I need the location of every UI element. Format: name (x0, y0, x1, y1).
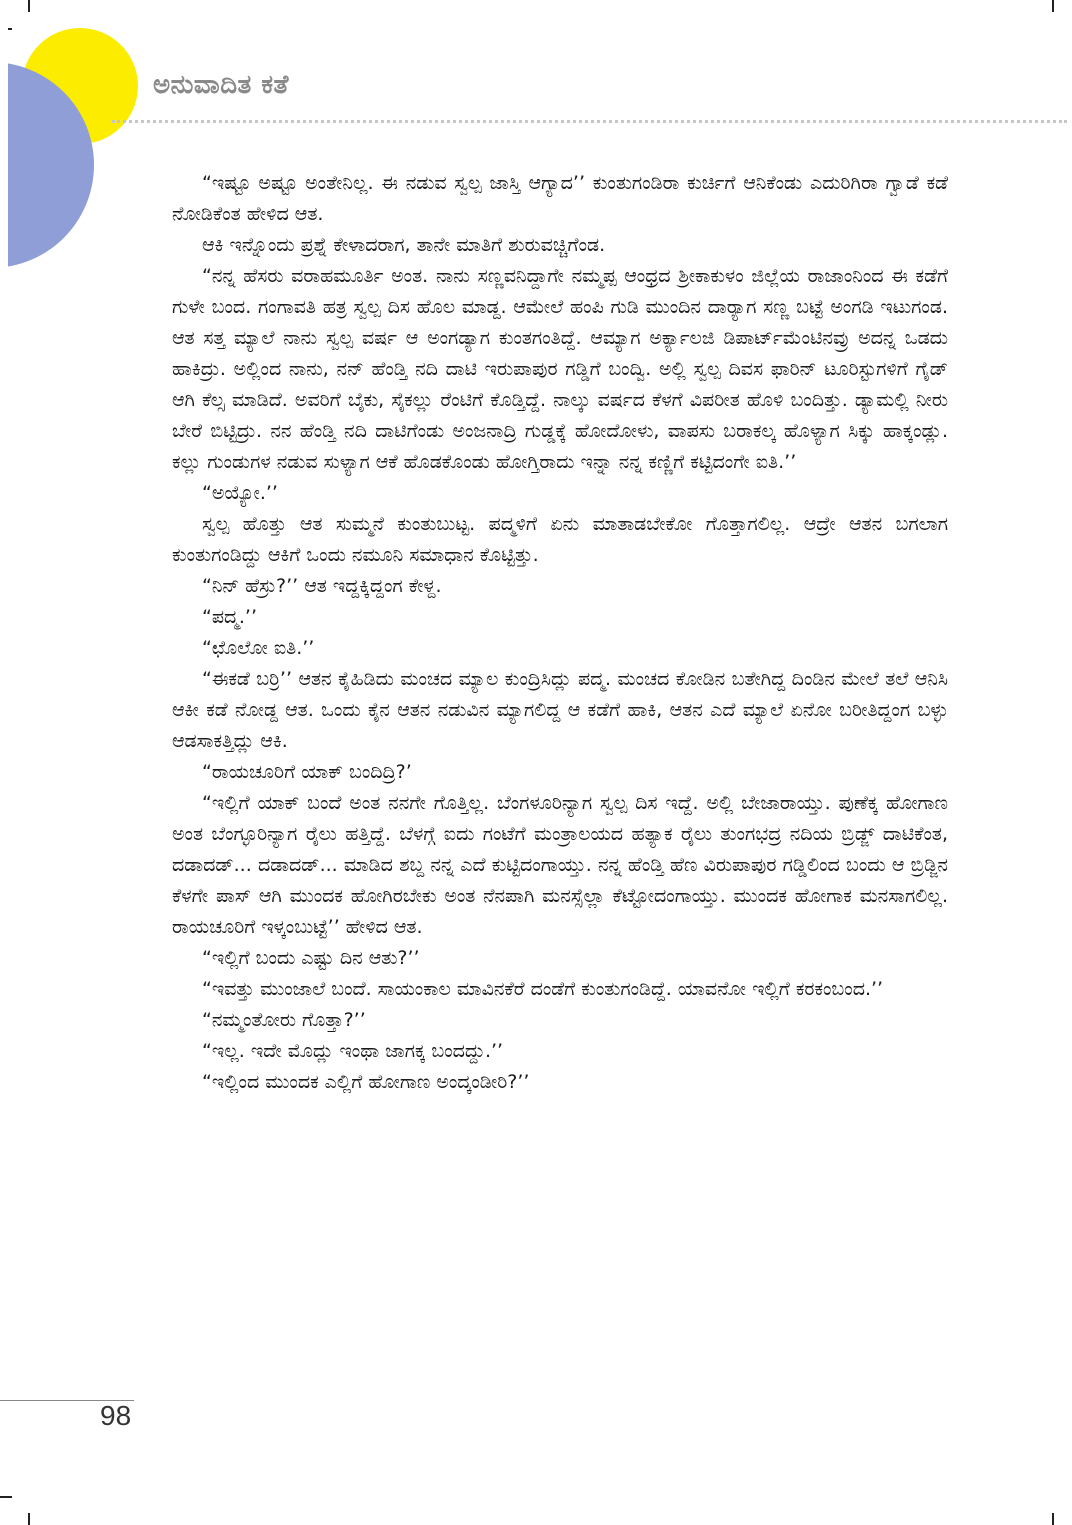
paragraph: “ಛೊಲೋ ಐತಿ.’’ (202, 637, 315, 659)
crop-mark (28, 1513, 30, 1525)
paragraph: ಆಕಿ ಇನ್ನೊಂದು ಪ್ರಶ್ನೆ ಕೇಳಾದರಾಗ, ತಾನೇ ಮಾತಿಗೆ ಶುರುವಚ್ಚಿಗೆಂಡ. (202, 234, 606, 256)
paragraph: “ಇಲ್ಲ. ಇದೇ ಮೊದ್ಲು ಇಂಥಾ ಜಾಗಕ್ಕ ಬಂದದ್ದು.’’ (202, 1040, 504, 1062)
page-edge (0, 0, 8, 300)
story-body (172, 168, 948, 1098)
paragraph: “ಪದ್ಮ.’’ (202, 606, 257, 628)
paragraph: “ಇಲ್ಲಿಗೆ ಯಾಕ್ ಬಂದೆ ಅಂತ ನನಗೇ ಗೊತ್ತಿಲ್ಲ. ಬೆಂಗಳೂರಿನ್ಯಾಗ ಸ್ವಲ್ಪ ದಿಸ ಇದ್ದೆ. ಅಲ್ಲಿ ಬೇಜಾರಾಯ್ತು. ಪುಣೆಕ್ಕ ಹೋಗಾಣ ಅಂತ ಬೆಂಗ್ಳೂರಿನ್ಯಾಗ ರೈಲು ಹತ್ತಿದ್ದೆ. ಬೆಳಗ್ಗೆ ಐದು ಗಂಟೆಗೆ ಮಂತ್ರಾಲಯದ ಹತ್ಯಾಕ ರೈಲು ತುಂಗಭದ್ರ ನದಿಯ ಬ್ರಿಡ್ಜ್ ದಾಟಿಕೆಂತ, ದಡಾದಡ್... ದಡಾದಡ್... ಮಾಡಿದ ಶಬ್ದ ನನ್ನ ಎದೆ ಕುಟ್ಟಿದಂಗಾಯ್ತು. ನನ್ನ ಹೆಂಡ್ತಿ ಹೆಣ ವಿರುಪಾಪುರ ಗಡ್ಡಿಲಿಂದ ಬಂದು ಆ ಬ್ರಿಡ್ಜಿನ ಕೆಳಗೇ ಪಾಸ್ ಆಗಿ ಮುಂದಕ ಹೋಗಿರಬೇಕು ಅಂತ ನೆನಪಾಗಿ ಮನಸ್ಸೆಲ್ಲಾ ಕೆಟ್ಟೋದಂಗಾಯ್ತು. ಮುಂದಕ ಹೋಗಾಕ ಮನಸಾಗಲಿಲ್ಲ. ರಾಯಚೂರಿಗೆ ಇಳ್ಕಂಬುಟ್ಟೆ’’ ಹೇಳಿದ ಆತ. (172, 792, 948, 938)
crop-mark (1052, 1513, 1054, 1525)
paragraph: “ಇಲ್ಲಿಗೆ ಬಂದು ಎಷ್ಟು ದಿನ ಆತು?’’ (202, 947, 420, 969)
paragraph: “ಇಲ್ಲಿಂದ ಮುಂದಕ ಎಲ್ಲಿಗೆ ಹೋಗಾಣ ಅಂದ್ಕಂಡೀರಿ?’’ (202, 1071, 530, 1093)
paragraph: “ರಾಯಚೂರಿಗೆ ಯಾಕ್ ಬಂದಿದ್ರಿ?’ (202, 761, 412, 783)
paragraph: “ಇವತ್ತು ಮುಂಜಾಲೆ ಬಂದೆ. ಸಾಯಂಕಾಲ ಮಾವಿನಕೆರೆ ದಂಡೆಗೆ ಕುಂತುಗಂಡಿದ್ದೆ. ಯಾವನೋ ಇಲ್ಲಿಗೆ ಕರಕಂಬಂದ.’’ (202, 978, 884, 1000)
header-dotted-rule (112, 120, 1067, 123)
paragraph: “ನಿನ್ ಹೆಸ್ರು?’’ ಆತ ಇದ್ದಕ್ಕಿದ್ದಂಗ ಕೇಳ್ದ. (202, 575, 442, 597)
page-number: 98 (100, 1400, 132, 1431)
crop-mark (0, 1496, 12, 1498)
paragraph: “ನಮ್ಮಂತೋರು ಗೊತ್ತಾ?’’ (202, 1009, 366, 1031)
paragraph: ಸ್ವಲ್ಪ ಹೊತ್ತು ಆತ ಸುಮ್ಮನೆ ಕುಂತುಬುಟ್ಟ. ಪದ್ಮಳಿಗೆ ಏನು ಮಾತಾಡಬೇಕೋ ಗೊತ್ತಾಗಲಿಲ್ಲ. ಆದ್ರೇ ಆತನ ಬಗಲಾಗ ಕುಂತುಗಂಡಿದ್ದು ಆಕಿಗೆ ಒಂದು ನಮೂನಿ ಸಮಾಧಾನ ಕೊಟ್ಟಿತ್ತು. (172, 513, 948, 566)
paragraph: “ಇಷ್ಟೂ ಅಷ್ಟೂ ಅಂತೇನಿಲ್ಲ. ಈ ನಡುವ ಸ್ವಲ್ಪ ಜಾಸ್ತಿ ಆಗ್ಯಾದ’’ ಕುಂತುಗಂಡಿರಾ ಕುರ್ಚಿಗೆ ಆನಿಕೆಂಡು ಎದುರಿಗಿರಾ ಗ್ವಾಡೆ ಕಡೆ ನೋಡಿಕೆಂತ ಹೇಳಿದ ಆತ. (172, 172, 948, 225)
paragraph: “ಈಕಡೆ ಬರ್‍ರಿ’’ ಆತನ ಕೈಹಿಡಿದು ಮಂಚದ ಮ್ಯಾಲ ಕುಂದ್ರಿಸಿದ್ಲು ಪದ್ಮ. ಮಂಚದ ಕೋಡಿನ ಬತೇಗಿದ್ದ ದಿಂಡಿನ ಮೇಲೆ ತಲೆ ಆನಿಸಿ ಆಕೀ ಕಡೆ ನೋಡ್ದ ಆತ. ಒಂದು ಕೈನ ಆತನ ನಡುವಿನ ಮ್ಯಾಗಲಿದ್ದ ಆ ಕಡೆಗೆ ಹಾಕಿ, ಆತನ ಎದೆ ಮ್ಯಾಲೆ ಏನೋ ಬರೀತಿದ್ದಂಗ ಬಳ್ಳು ಆಡಸಾಕತ್ತಿದ್ಲು ಆಕಿ. (172, 668, 948, 752)
crop-mark (28, 0, 30, 12)
paragraph: “ಅಯ್ಯೋ.’’ (202, 482, 278, 504)
crop-mark (1052, 0, 1054, 12)
paragraph: “ನನ್ನ ಹೆಸರು ವರಾಹಮೂರ್ತಿ ಅಂತ. ನಾನು ಸಣ್ಣವನಿದ್ದಾಗೇ ನಮ್ಮಪ್ಪ ಆಂಧ್ರದ ಶ್ರೀಕಾಕುಳಂ ಜಿಲ್ಲೆಯ ರಾಜಾಂನಿಂದ ಈ ಕಡೆಗೆ ಗುಳೇ ಬಂದ. ಗಂಗಾವತಿ ಹತ್ರ ಸ್ವಲ್ಪ ದಿಸ ಹೊಲ ಮಾಡ್ದ. ಆಮೇಲೆ ಹಂಪಿ ಗುಡಿ ಮುಂದಿನ ದಾರ್‍ಯಾಗ ಸಣ್ಣ ಬಟ್ಟೆ ಅಂಗಡಿ ಇಟುಗಂಡ. ಆತ ಸತ್ತ ಮ್ಯಾಲೆ ನಾನು ಸ್ವಲ್ಪ ವರ್ಷ ಆ ಅಂಗಡ್ಯಾಗ ಕುಂತಗಂತಿದ್ದೆ. ಆಮ್ಯಾಗ ಅರ್ಕ್ಯಾಲಜಿ ಡಿಪಾರ್ಟ್‌ಮೆಂಟಿನವ್ರು ಅದನ್ನ ಒಡದು ಹಾಕಿದ್ರು. ಅಲ್ಲಿಂದ ನಾನು, ನನ್ ಹೆಂಡ್ತಿ ನದಿ ದಾಟಿ ಇರುಪಾಪುರ ಗಡ್ಡಿಗೆ ಬಂದ್ವಿ. ಅಲ್ಲಿ ಸ್ವಲ್ಪ ದಿವಸ ಫಾರಿನ್ ಟೂರಿಸ್ಟುಗಳಿಗೆ ಗೈಡ್ ಆಗಿ ಕೆಲ್ಸ ಮಾಡಿದೆ. ಅವರಿಗೆ ಬೈಕು, ಸೈಕಲ್ಲು ರೆಂಟಿಗೆ ಕೊಡ್ತಿದ್ದೆ. ನಾಲ್ಕು ವರ್ಷದ ಕೆಳಗೆ ವಿಪರೀತ ಹೊಳಿ ಬಂದಿತ್ತು. ಡ್ಯಾಮಲ್ಲಿ ನೀರು ಬೇರೆ ಬಿಟ್ಟಿದ್ರು. ನನ ಹೆಂಡ್ತಿ ನದಿ ದಾಟಿಗೆಂಡು ಅಂಜನಾದ್ರಿ ಗುಡ್ಡಕ್ಕೆ ಹೋದೋಳು, ವಾಪಸು ಬರಾಕಲ್ಕ ಹೊಳ್ಯಾಗ ಸಿಕ್ಕು ಹಾಕ್ಕಂಡ್ಲು. ಕಲ್ಲು ಗುಂಡುಗಳ ನಡುವ ಸುಳ್ಯಾಗ ಆಕೆ ಹೊಡಕೊಂಡು ಹೋಗ್ತಿರಾದು ಇನ್ನಾ ನನ್ನ ಕಣ್ಣಿಗೆ ಕಟ್ಟಿದಂಗೇ ಐತಿ.’’ (172, 265, 948, 473)
running-header-title: ಅನುವಾದಿತ ಕತೆ (153, 70, 289, 100)
